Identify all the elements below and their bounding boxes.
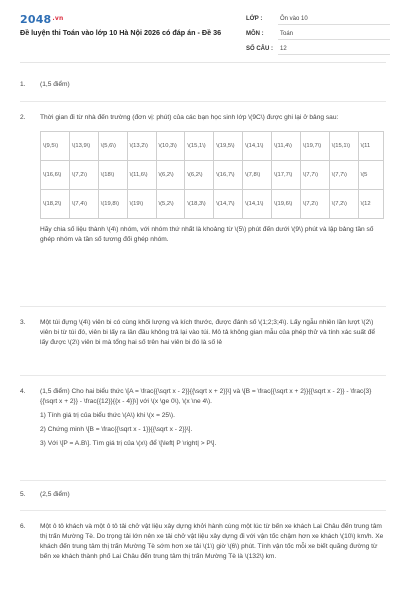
meta-value: Toán (278, 30, 390, 40)
meta-label: MÔN : (246, 31, 264, 37)
table-cell: \(19\) (127, 189, 156, 218)
question-3 (20, 318, 384, 352)
data-table-wrapper (40, 127, 384, 225)
question-text: Một ô tô khách và một ô tô tải chở vật liệu xây dựng khởi hành cùng một lúc từ bến xe khách Lai Châu đến trung tâm thị trấn Mường Tè. Do trọng tải lớn nên xe tải chở vật liệu xây dựng đi với vận tốc chậm hơn xe khách \(10\) km/h. Xe khách đến trung tâm thị trấn Mường Tè sớm hơn xe tải \(1\) giờ \(6\) phút. Tính vận tốc mỗi xe biết quãng đường từ bến xe khách thành phố Lai Châu đến trung tâm thị trấn Mường Tè là \(132\) km. (40, 523, 384, 560)
data-table (40, 131, 384, 219)
table-cell: \(19,7\) (300, 131, 329, 160)
table-cell: \(7,2\) (300, 189, 329, 218)
table-cell: \(5,2\) (156, 189, 185, 218)
question-text: Một túi đựng \(4\) viên bi có cùng khối lượng và kích thước, được đánh số \(1;2;3;4\). Lấy ngẫu nhiên lần lượt \(2\) viên bi từ túi đó, viên bi lấy ra lần đầu không trả lại vào túi. Mô tả không gian mẫu của phép thử và tính xác suất để lấy được \(2\) viên bi mà tổng hai số trên hai viên bi đó là số lẻ (40, 319, 376, 346)
table-cell: \(14,7\) (214, 189, 243, 218)
table-cell: \(19,6\) (272, 189, 301, 218)
logo-text: 2048 (20, 13, 52, 26)
question-number: 4. (20, 388, 26, 395)
page-header (20, 12, 390, 58)
table-cell: \(18,2\) (41, 189, 70, 218)
question-divider (20, 510, 386, 511)
table-cell: \(16,6\) (41, 160, 70, 189)
question-text: Hãy chia số liệu thành \(4\) nhóm, với nhóm thứ nhất là khoảng từ \(5\) phút đến dưới \(9\) phút và lập bảng tần số ghép nhóm và tần số tương đối ghép nhóm. (40, 225, 374, 243)
table-cell: \(6,2\) (156, 160, 185, 189)
table-cell: \(11 (358, 131, 383, 160)
table-cell: \(7,7\) (300, 160, 329, 189)
sub-question-2: 2) Chứng minh \[B = \frac{{\sqrt x - 1}}{{\sqrt x - 2}}\]. (40, 425, 193, 433)
header-divider (20, 62, 386, 63)
question-divider (20, 375, 386, 376)
exam-meta (246, 12, 390, 57)
page-title: Đề luyện thi Toán vào lớp 10 Hà Nội 2026 có đáp án - Đề 36 (20, 28, 222, 37)
question-6 (20, 522, 384, 566)
table-cell: \(19,5\) (214, 131, 243, 160)
meta-value: 12 (278, 45, 390, 55)
table-cell: \(13,2\) (127, 131, 156, 160)
table-cell: \(7,4\) (69, 189, 98, 218)
meta-row-count (246, 42, 390, 57)
question-number: 3. (20, 319, 26, 326)
table-row (41, 131, 384, 160)
question-divider (20, 306, 386, 307)
table-cell: \(12 (358, 189, 383, 218)
question-number: 5. (20, 491, 26, 498)
question-text: Thời gian đi từ nhà đến trường (đơn vị: phút) của các bạn học sinh lớp \(9C\) được ghi lại ở bảng sau: (40, 114, 339, 121)
meta-row-class (246, 12, 390, 27)
table-cell: \(18,3\) (185, 189, 214, 218)
table-cell: \(5,6\) (98, 131, 127, 160)
meta-label: SỐ CÂU : (246, 46, 273, 52)
meta-label: LỚP : (246, 16, 263, 22)
site-logo[interactable] (20, 12, 63, 29)
question-5 (20, 490, 384, 504)
table-cell: \(7,2\) (69, 160, 98, 189)
question-divider (20, 480, 386, 481)
table-cell: \(16,7\) (214, 160, 243, 189)
question-divider (20, 101, 386, 102)
table-cell: \(7,8\) (243, 160, 272, 189)
meta-row-subject (246, 27, 390, 42)
question-4 (20, 387, 384, 452)
table-cell: \(11,6\) (127, 160, 156, 189)
table-cell: \(15,1\) (329, 131, 358, 160)
question-text: (1,5 điểm) Cho hai biểu thức \[A = \frac{{\sqrt x - 2}}{{\sqrt x + 2}}\] và \[B = \frac{{\sqrt x + 2}}{{\sqrt x - 2}} - \frac{3}{{\sqrt x + 2}} - \frac{{12}}{{x - 4}}\] với \(x \ge 0\), \(x \ne 4\). (40, 388, 372, 405)
table-cell: \(17,7\) (272, 160, 301, 189)
table-cell: \(18\) (98, 160, 127, 189)
logo-suffix: .vn (52, 15, 64, 22)
question-1 (20, 80, 384, 94)
question-2 (20, 113, 384, 249)
question-text: (2,5 điểm) (40, 491, 70, 498)
table-cell: \(6,2\) (185, 160, 214, 189)
table-cell: \(7,2\) (329, 189, 358, 218)
table-cell: \(19,8\) (98, 189, 127, 218)
table-cell: \(11,4\) (272, 131, 301, 160)
table-cell: \(10,3\) (156, 131, 185, 160)
question-text: (1,5 điểm) (40, 81, 70, 88)
sub-question-1: 1) Tính giá trị của biểu thức \(A\) khi \(x = 25\). (40, 411, 175, 419)
question-number: 6. (20, 523, 26, 530)
table-cell: \(13,9\) (69, 131, 98, 160)
table-row (41, 189, 384, 218)
table-row (41, 160, 384, 189)
table-cell: \(14,1\) (243, 131, 272, 160)
table-cell: \(9,5\) (41, 131, 70, 160)
table-cell: \(7,7\) (329, 160, 358, 189)
table-cell: \(14,1\) (243, 189, 272, 218)
question-number: 1. (20, 81, 26, 88)
sub-question-3: 3) Với \[P = A.B\]. Tìm giá trị của \(x\) để \[\left| P \right| > P\]. (40, 439, 217, 447)
meta-value: Ôn vào 10 (278, 15, 390, 25)
table-cell: \(15,1\) (185, 131, 214, 160)
question-number: 2. (20, 114, 26, 121)
table-cell: \(5 (358, 160, 383, 189)
